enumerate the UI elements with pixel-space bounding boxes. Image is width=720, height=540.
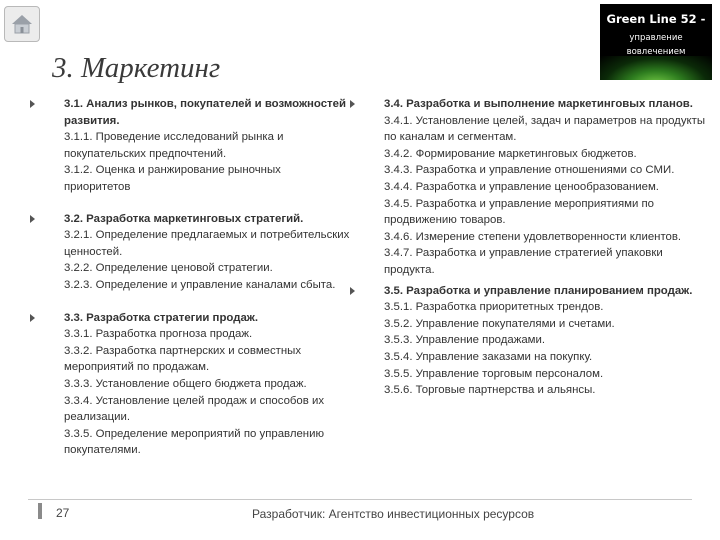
section-3-5 — [350, 283, 715, 399]
section-item: 3.2.1. Определение предлагаемых и потребительских ценностей. — [64, 229, 350, 258]
footer-credit: Разработчик: Агентство инвестиционных ресурсов — [252, 507, 535, 521]
slide-title: 3. Маркетинг — [52, 52, 221, 84]
triangle-bullet-icon — [350, 287, 355, 295]
logo-line-2: управление — [629, 33, 683, 43]
section-item: 3.2.3. Определение и управление каналами сбыта. — [64, 278, 336, 291]
home-button[interactable] — [4, 6, 40, 42]
footer-accent-bar — [38, 503, 42, 519]
section-item: 3.3.1. Разработка прогноза продаж. — [64, 328, 253, 341]
section-item: 3.5.3. Управление продажами. — [384, 334, 546, 347]
section-item: 3.4.6. Измерение степени удовлетворенности клиентов. — [384, 230, 682, 243]
section-heading: 3.5. Разработка и управление планированием продаж. — [384, 284, 693, 297]
section-item: 3.5.2. Управление покупателями и счетами. — [384, 317, 615, 330]
right-column — [350, 96, 715, 399]
triangle-bullet-icon — [30, 215, 35, 223]
section-item: 3.1.2. Оценка и ранжирование рыночных приоритетов — [64, 164, 281, 193]
section-heading: 3.3. Разработка стратегии продаж. — [64, 311, 259, 324]
logo-glow — [600, 56, 712, 80]
left-column — [30, 96, 350, 459]
section-item: 3.3.2. Разработка партнерских и совместных мероприятий по продажам. — [64, 344, 302, 374]
section-heading: 3.1. Анализ рынков, покупателей и возможностей развития. — [64, 98, 346, 127]
home-icon — [10, 12, 34, 36]
logo-line-3: вовлечением — [626, 47, 686, 57]
section-item: 3.1.1. Проведение исследований рынка и покупательских предпочтений. — [64, 131, 284, 160]
section-item: 3.5.5. Управление торговым персоналом. — [384, 367, 604, 380]
section-3-4 — [350, 96, 715, 279]
section-item: 3.5.4. Управление заказами на покупку. — [384, 350, 593, 363]
section-item: 3.4.3. Разработка и управление отношениями со СМИ. — [384, 164, 675, 177]
section-item: 3.3.5. Определение мероприятий по управлению покупателями. — [64, 427, 324, 457]
section-item: 3.4.7. Разработка и управление стратегией упаковки продукта. — [384, 247, 663, 276]
footer-divider — [28, 499, 692, 500]
page-number: 27 — [56, 506, 70, 520]
section-3-1 — [30, 96, 350, 196]
company-logo — [600, 4, 712, 80]
section-item: 3.3.4. Установление целей продаж и способов их реализации. — [64, 394, 325, 424]
section-item: 3.5.6. Торговые партнерства и альянсы. — [384, 384, 596, 397]
section-item: 3.3.3. Установление общего бюджета продаж. — [64, 377, 307, 390]
section-3-2 — [30, 211, 350, 294]
triangle-bullet-icon — [30, 100, 35, 108]
section-3-3 — [30, 310, 350, 459]
logo-line-1: Green Line 52 - — [606, 12, 706, 26]
section-item: 3.4.5. Разработка и управление мероприятиями по продвижению товаров. — [384, 197, 655, 227]
section-heading: 3.4. Разработка и выполнение маркетинговых планов. — [384, 98, 693, 110]
section-heading: 3.2. Разработка маркетинговых стратегий. — [64, 212, 304, 225]
section-item: 3.2.2. Определение ценовой стратегии. — [64, 262, 273, 275]
section-item: 3.4.4. Разработка и управление ценообразованием. — [384, 180, 659, 193]
section-item: 3.4.2. Формирование маркетинговых бюджетов. — [384, 147, 637, 160]
triangle-bullet-icon — [350, 100, 355, 108]
triangle-bullet-icon — [30, 314, 35, 322]
section-item: 3.5.1. Разработка приоритетных трендов. — [384, 301, 604, 314]
section-item: 3.4.1. Установление целей, задач и параметров на продукты по каналам и сегментам. — [384, 114, 706, 144]
